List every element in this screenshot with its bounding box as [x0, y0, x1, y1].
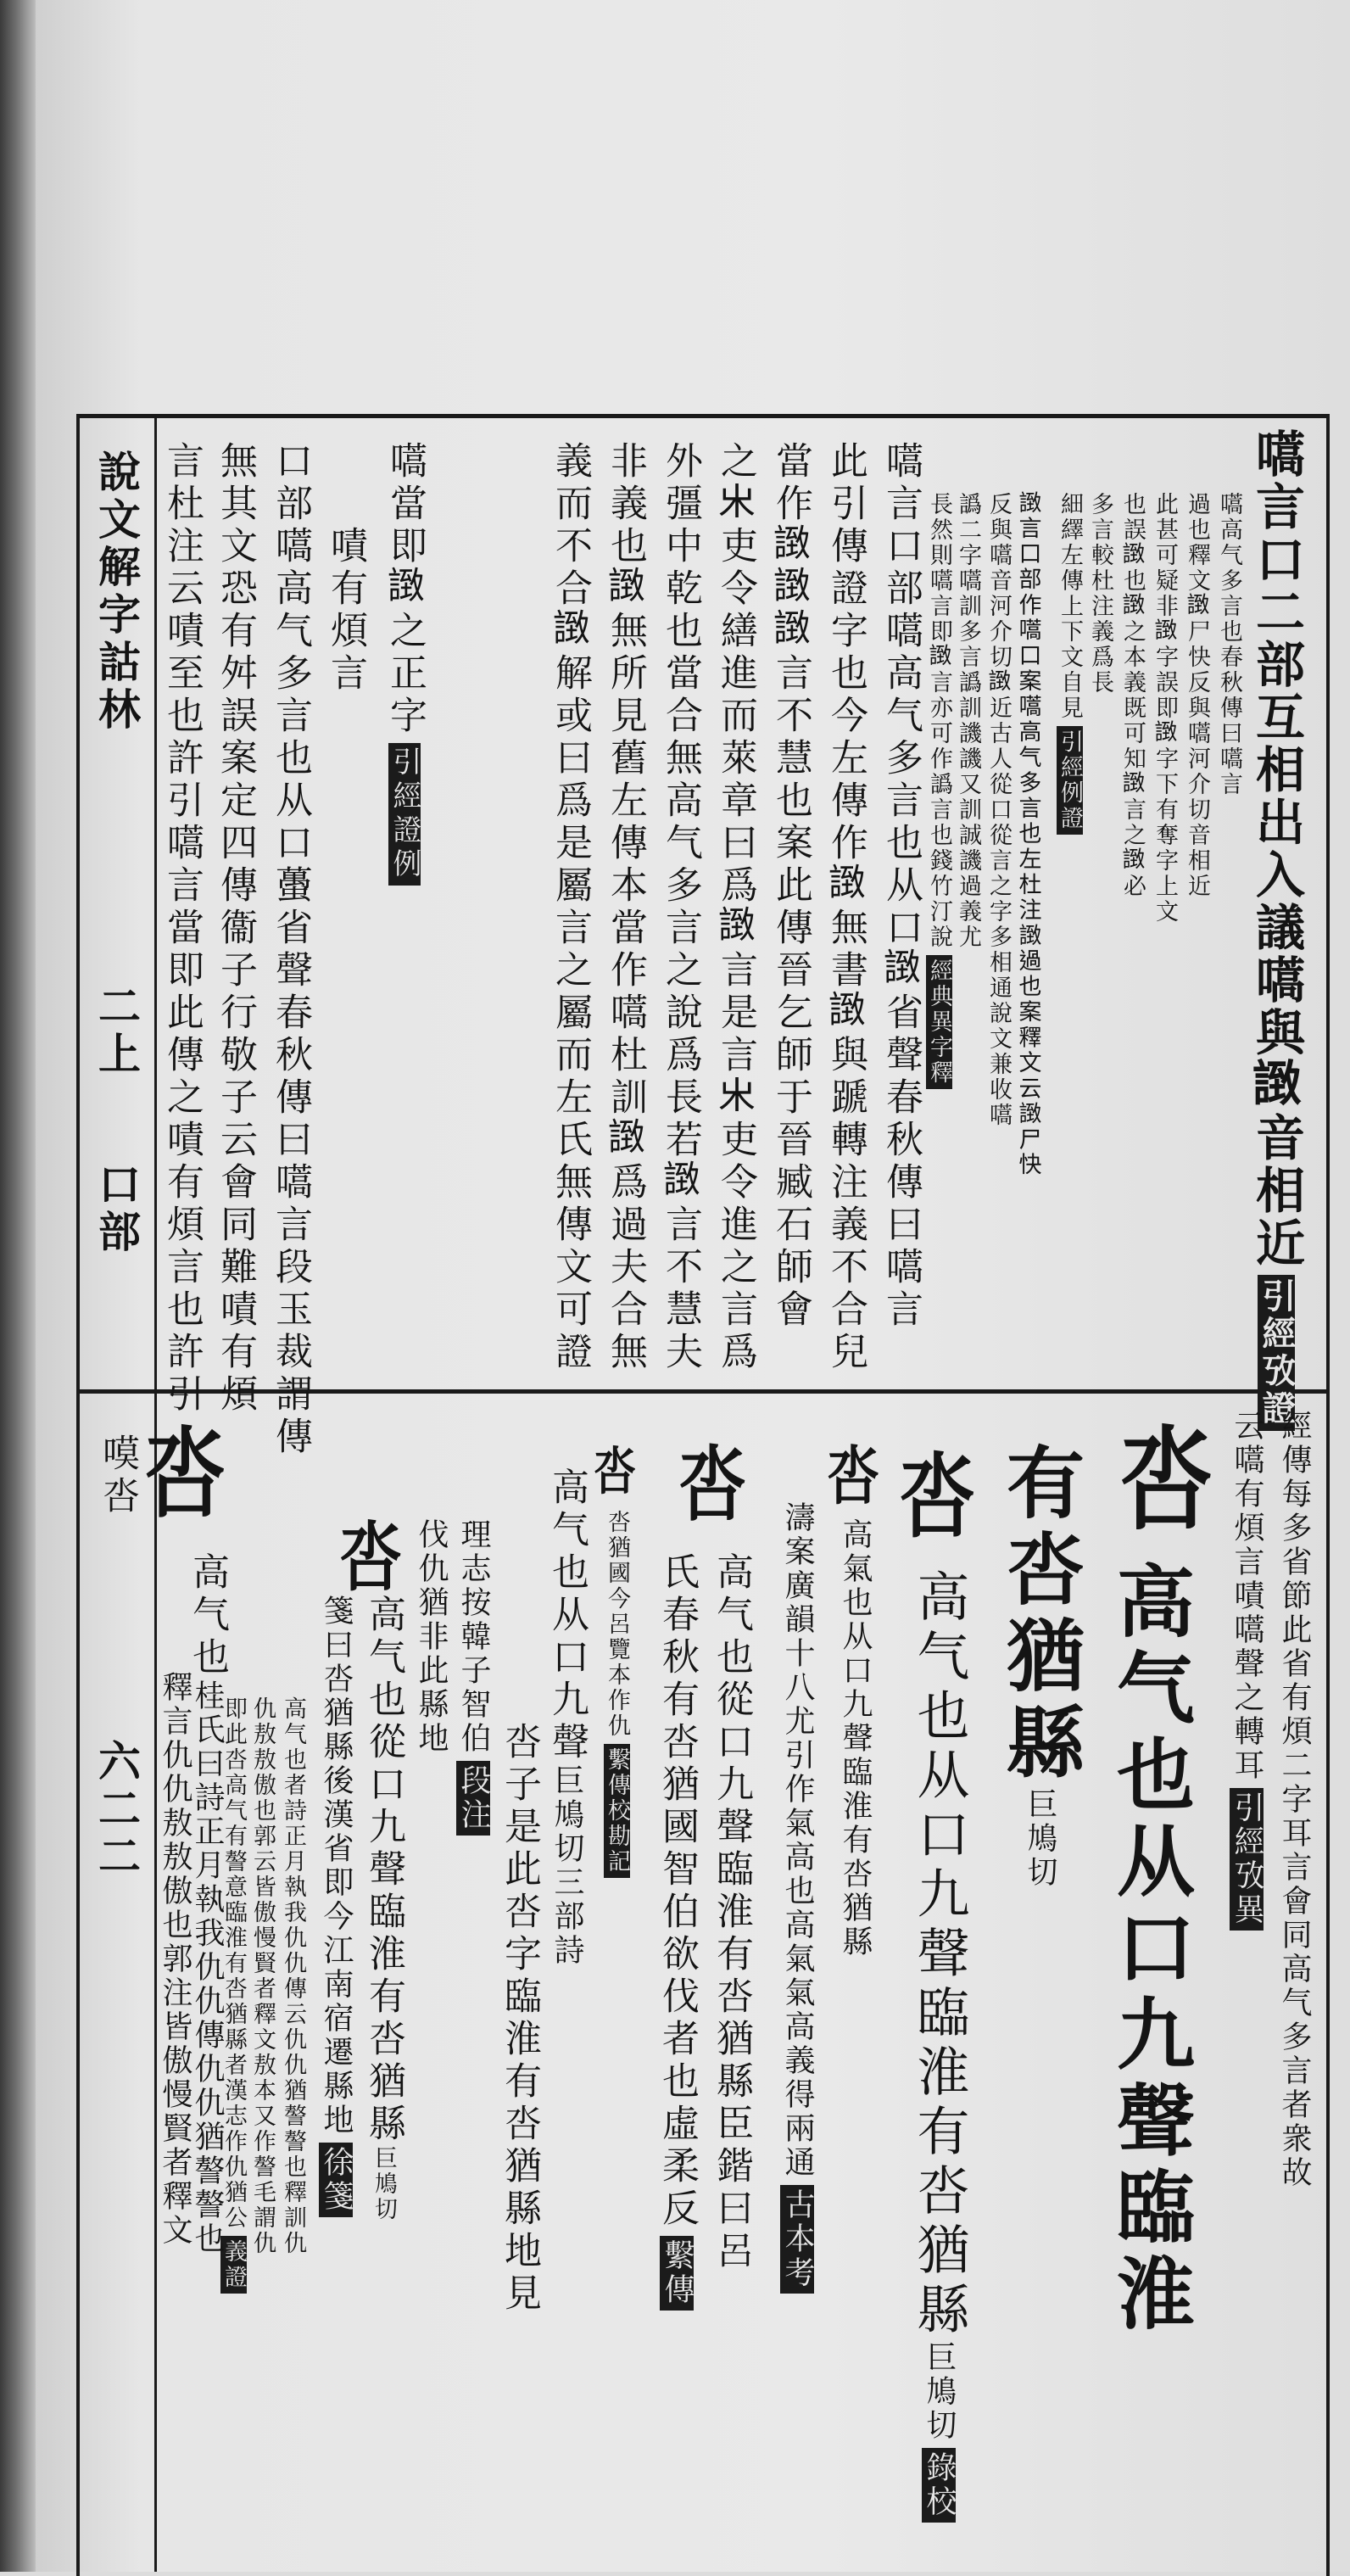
- top-body-9: 嘖有煩言: [324, 526, 367, 696]
- top-body-7: 義而不合𧩼解或曰爲是屬言之屬而左氏無傳文可證: [549, 441, 592, 1374]
- top-col-3: 此甚可疑非𧩼字誤即𧩼字下有奪字上文: [1152, 492, 1178, 925]
- top-body-12: 言杜注云嘖至也許引嚆言當即此傳之嘖有煩言也許引: [160, 441, 204, 1417]
- top-body-5: 外彊中乾也當合無高气多言之說爲長若𧩼言不慧夫: [659, 441, 702, 1374]
- body-c7: 伐仇猶非此縣地: [414, 1518, 449, 1756]
- chars-label: 嗼呇: [96, 1433, 139, 1518]
- top-body-8: 嚆當即𧩼之正字引經證例: [386, 441, 423, 886]
- body-c6: 理志按韓子智伯段注: [456, 1518, 490, 1836]
- body-c4: 高气也从口九聲巨鳩切三部詩: [545, 1467, 589, 1968]
- volume-label: 二上: [92, 984, 142, 1079]
- main-entry-2: 有呇猶縣巨鳩切: [994, 1442, 1085, 1890]
- top-body-6: 非義也𧩼無所見舊左傳本當作嚆杜訓𧩼爲過夫合無: [604, 441, 647, 1374]
- top-col-6: 細繹左傳上下文自見引經例證: [1057, 492, 1083, 835]
- bottom-col-2: 云嚆有煩言嘖嚆聲之轉耳引經攷異: [1230, 1410, 1264, 1931]
- body-c2: 氏春秋有呇猶國智伯欲伐者也虛柔反繫傳: [658, 1552, 695, 2311]
- top-col-2: 過也釋文𧩼尸快反與嚆河介切音相近: [1184, 492, 1210, 899]
- seal-character-6: 呇: [339, 1514, 402, 1602]
- book-title: 說文解字詁林: [92, 450, 142, 735]
- seal-character-1: 呇: [1119, 1414, 1213, 1545]
- top-body-2: 此引傳證字也今左傳作𧩼無書𧩼與蹏轉注義不合兒: [824, 441, 867, 1374]
- section-label: 口部: [92, 1162, 142, 1257]
- top-col-1: 嚆高气多言也春秋傳曰嚆言: [1216, 492, 1242, 797]
- top-note-2: 反與嚆音河介切𧩼近古人從口從言之字多相通說文兼收嚆: [985, 492, 1012, 1128]
- body-c14: 釋言仇仇敖敖傲也郭注皆傲慢賢者釋文: [158, 1671, 192, 2248]
- body-c13: 高气也桂氏曰詩正月執我仇仇傳仇仇猶謷謷也: [186, 1552, 229, 2256]
- main-entry: 高气也从口九聲臨淮: [1104, 1561, 1196, 2339]
- page-number: 六二二: [92, 1739, 142, 1881]
- top-col-5: 多言較杜注義爲長: [1087, 492, 1113, 696]
- top-note-3: 譌二字嚆訓多言譌訓譏譏又訓誠譏過義尤: [955, 492, 981, 950]
- top-note-1: 𧩼言口部作嚆口案嚆高气多言也左杜注𧩼過也案釋文云𧩼尸快: [1016, 492, 1042, 1179]
- small-note-b: 濤案廣韻十八尤引作氣高也高氣氣高義得兩通古本考: [780, 1501, 814, 2294]
- top-heading: 嚆言口二部互相出入議嚆與𧩼音相近引經攷證: [1252, 428, 1301, 1431]
- seal-character-3: 呇: [827, 1439, 880, 1514]
- seal-character-5: 呇: [594, 1441, 636, 1501]
- body-c11: 仇敖敖傲也郭云皆傲慢賢者釋文敖本又作謷毛謂仇: [249, 1696, 276, 2256]
- body-c12: 即此呇高气有謷意臨淮有呇猶縣者漢志作仇猶公義證: [220, 1696, 247, 2294]
- top-col-4: 也誤𧩼也𧩼之本義既可知𧩼言之𧩼必: [1119, 492, 1146, 899]
- top-body-3: 當作𧩼𧩼𧩼言不慧也案此傳晉乞師于晉臧石師會: [769, 441, 812, 1332]
- middle-rule: [76, 1389, 1326, 1394]
- seal-character-4: 呇: [678, 1436, 746, 1533]
- top-body-1: 嚆言口部嚆高气多言也从口𧩼省聲春秋傳曰嚆言: [879, 441, 923, 1332]
- body-c8: 高气也從口九聲臨淮有呇猶縣巨鳩切: [362, 1595, 405, 2222]
- top-body-4: 之𣎵吏令繕進而萊章曰爲𧩼言是言𣎵吏令進之言爲: [714, 441, 757, 1374]
- entry-2: 高气也从口九聲臨淮有呇猶縣巨鳩切錄校: [912, 1569, 965, 2523]
- seal-character-2: 呇: [899, 1443, 975, 1551]
- body-c10: 高气也者詩正月執我仇仇傳云仇仇猶謷謷也釋訓仇: [280, 1696, 306, 2256]
- body-c9: 箋曰呇猶縣後漢省即今江南宿遷縣地徐箋: [319, 1595, 353, 2217]
- top-note-4: 長然則嚆言即𧩼言亦可作譌言也錢竹汀說經典異字釋: [926, 492, 952, 1089]
- top-body-10: 口部嚆高气多言也从口蠆省聲春秋傳曰嚆言段玉裁謂傳: [269, 441, 312, 1459]
- bottom-col-1: 經傳每多省節此省有煩二字耳言會同高气多言者衆故: [1277, 1410, 1312, 2190]
- small-note-a: 高氣也从口九聲臨淮有呇猶縣: [838, 1518, 873, 1959]
- body-c1: 高气也從口九聲臨淮有呇猶縣臣鍇曰呂: [710, 1552, 753, 2273]
- book-binding: [0, 0, 36, 2572]
- seal-character-7: 呇: [144, 1416, 226, 1532]
- body-c5: 呇子是此呇字臨淮有呇猶縣地見: [498, 1722, 541, 2316]
- small-note-c3: 呇猶國今呂覽本作仇繫傳校勘記: [604, 1510, 630, 1878]
- top-body-11: 無其文恐有舛誤案定四傳衞子行敬子云會同難嘖有煩: [214, 441, 257, 1417]
